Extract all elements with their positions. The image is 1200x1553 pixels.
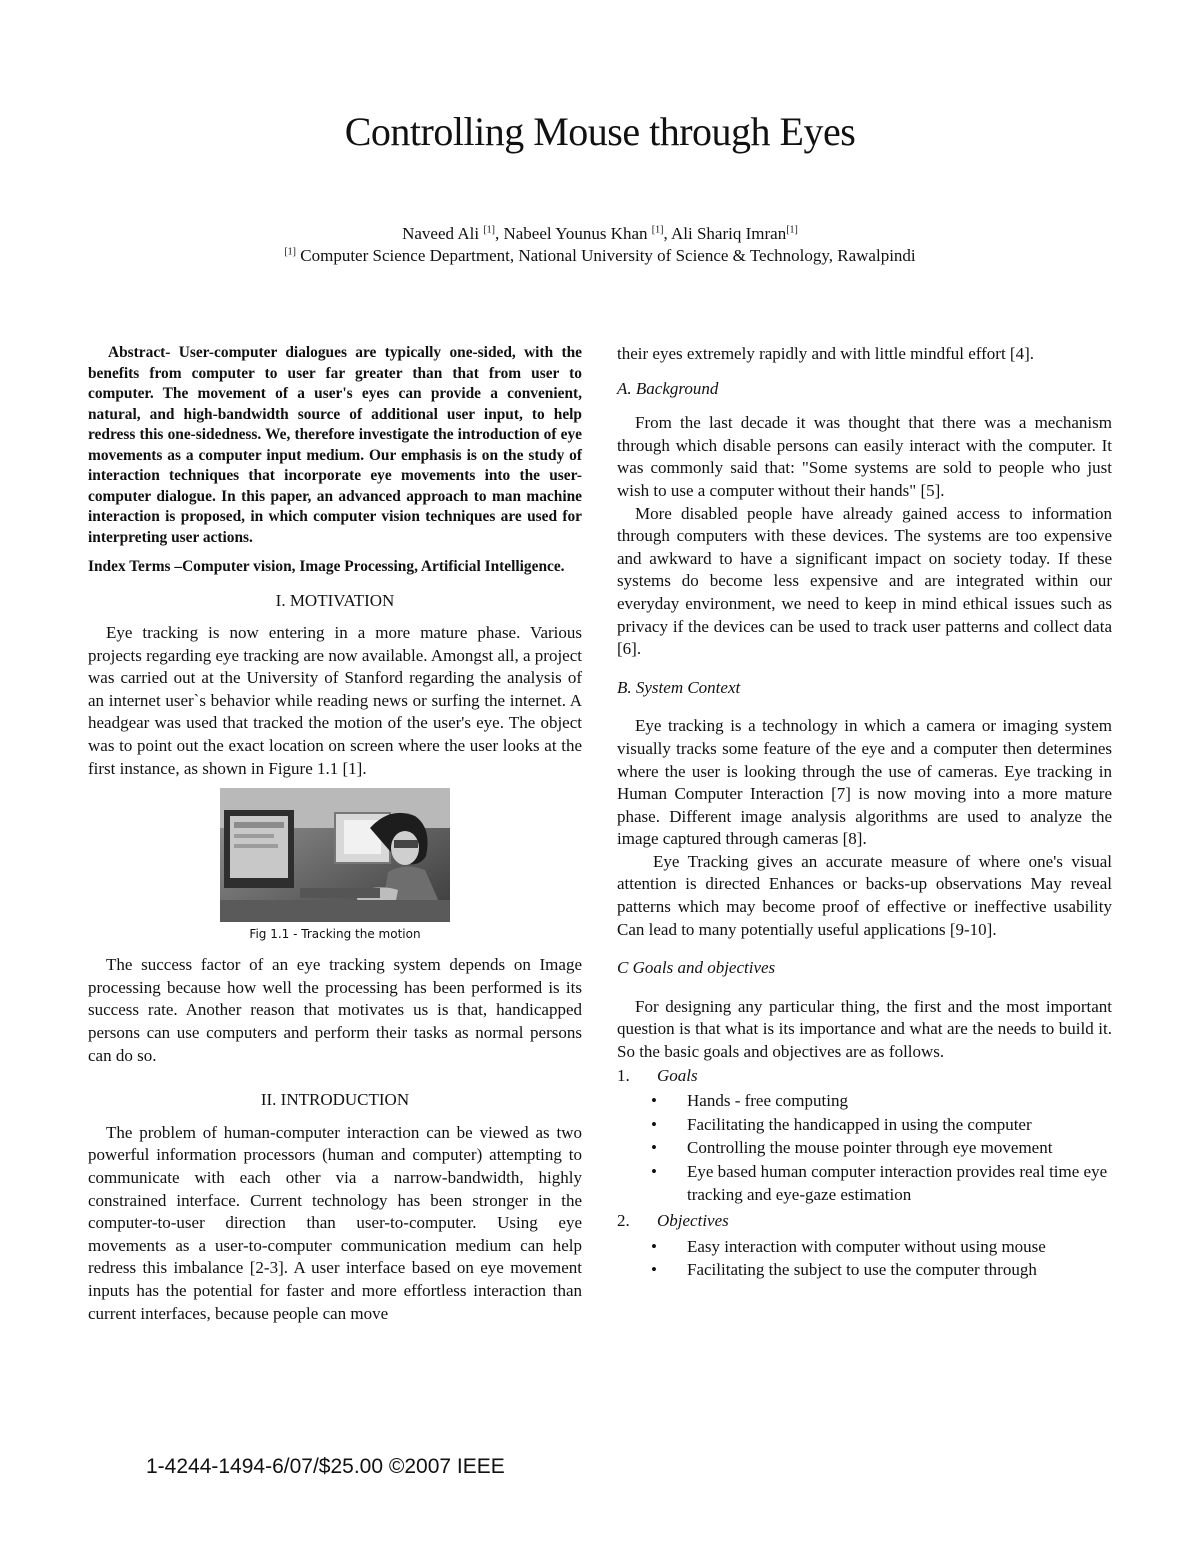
subsection-heading-background: A. Background xyxy=(617,378,719,398)
objectives-label: Objectives xyxy=(657,1211,729,1231)
system-context-paragraph-1: Eye tracking is a technology in which a camera or imaging system visually tracks some feature of the eye and a computer then determines where the user is looking through the use of cameras. Eye tracking in Human Computer Interaction [7] is now moving into a more mature phase. Different image analysis algorithms are used to analyze the image captured through cameras [8]. xyxy=(617,716,1112,849)
figure-eye-tracking-photo xyxy=(220,788,450,922)
figure-caption: Fig 1.1 - Tracking the motion xyxy=(249,927,421,942)
author-line xyxy=(0,224,1200,244)
author-3: , Ali Shariq Imran xyxy=(663,224,787,243)
objectives-list xyxy=(617,1236,1112,1282)
goals-label: Goals xyxy=(657,1065,698,1085)
goals-number: 1. xyxy=(617,1065,630,1085)
objectives-heading xyxy=(617,1210,1112,1233)
abstract: Abstract- User-computer dialogues are typically one-sided, with the benefits from computer to user far greater than that from user to computer. The movement of a user's eyes can provide a convenient, natural, and high-bandwidth source of additional user input, to help redress this one-sidedness. We, therefore investigate the introduction of eye movements as a computer input medium. Our emphasis is on the study of interaction techniques that incorporate eye movements into the user-computer dialogue. In this paper, an advanced approach to man machine interaction is proposed, in which computer vision techniques are used for interpreting user actions. xyxy=(88,344,582,546)
copyright-footer: 1-4244-1494-6/07/$25.00 ©2007 IEEE xyxy=(146,1455,505,1478)
affiliation-line xyxy=(0,246,1200,266)
goals-paragraph-1: For designing any particular thing, the first and the most important question is that what is its importance and what are the needs to build it. So the basic goals and objectives are as follows. xyxy=(617,996,1112,1062)
goals-list xyxy=(617,1090,1112,1206)
author-1: Naveed Ali xyxy=(402,224,484,243)
section-heading-motivation: I. MOTIVATION xyxy=(275,590,395,610)
right-column xyxy=(617,343,1112,1286)
introduction-paragraph-1: The problem of human-computer interaction can be viewed as two powerful information processors (human and computer) attempting to communicate with each other via a narrow-bandwidth, highly constrained interface. Current technology has been stronger in the computer-to-user direction than user-to-computer. Using eye movements as a user-to-computer communication medium can help redress this imbalance [2-3]. A user interface based on eye movement inputs has the potential for faster and more effortless interaction than current interfaces, because people can move xyxy=(88,1122,582,1323)
background-paragraph-1: From the last decade it was thought that there was a mechanism through which disable persons can easily interact with the computer. It was commonly said that: "Some systems are sold to people who just wish to use a computer without their hands" [5]. xyxy=(617,413,1112,500)
author-3-affil-mark: [1] xyxy=(786,224,798,236)
goals-heading xyxy=(617,1065,1112,1088)
section-heading-introduction: II. INTRODUCTION xyxy=(260,1090,410,1110)
affiliation-text: Computer Science Department, National University of Science & Technology, Rawalpindi xyxy=(296,246,916,265)
list-item: • Hands - free computing xyxy=(687,1090,1112,1113)
objectives-number: 2. xyxy=(617,1211,630,1231)
list-item: • Facilitating the subject to use the computer through xyxy=(687,1259,1112,1282)
list-item: • Eye based human computer interaction provides real time eye tracking and eye-gaze estimation xyxy=(687,1161,1112,1206)
subsection-heading-goals: C Goals and objectives xyxy=(617,958,776,978)
author-1-affil-mark: [1] xyxy=(483,224,495,236)
motivation-paragraph-2: The success factor of an eye tracking system depends on Image processing because how well the processing has been performed is its success rate. Another reason that motivates us is that, handicapped persons can use computers and perform their tasks as normal persons can do so. xyxy=(88,955,582,1065)
author-2-affil-mark: [1] xyxy=(651,224,664,236)
left-column xyxy=(88,343,582,1325)
system-context-paragraph-2: Eye Tracking gives an accurate measure of where one's visual attention is directed Enhances or backs-up observations May reveal patterns which may become proof of effective or ineffective usability Can lead to many potentially useful applications [9-10]. xyxy=(617,851,1112,939)
author-2: , Nabeel Younus Khan xyxy=(494,224,652,243)
paper-title: Controlling Mouse through Eyes xyxy=(344,109,856,154)
list-item: • Easy interaction with computer without using mouse xyxy=(687,1236,1112,1259)
introduction-paragraph-continued: their eyes extremely rapidly and with little mindful effort [4]. xyxy=(617,344,1035,363)
list-item: • Facilitating the handicapped in using the computer xyxy=(687,1114,1112,1137)
motivation-paragraph-1: Eye tracking is now entering in a more mature phase. Various projects regarding eye tracking are now available. Amongst all, a project was carried out at the University of Stanford regarding the analysis of an internet user`s behavior while reading news or surfing the internet. A headgear was used that tracked the motion of the user's eye. The object was to point out the exact location on screen where the user looks at the first instance, as shown in Figure 1.1 [1]. xyxy=(88,623,582,778)
index-terms: Index Terms –Computer vision, Image Processing, Artificial Intelligence. xyxy=(88,558,565,575)
affiliation-mark: [1] xyxy=(284,246,297,258)
subsection-heading-system-context: B. System Context xyxy=(617,677,741,697)
background-paragraph-2: More disabled people have already gained access to information through computers with these devices. The systems are too expensive and awkward to have a significant impact on society today. If these systems do become less expensive and are integrated within our everyday environment, we need to keep in mind ethical issues such as privacy if the devices can be used to track user patterns and collect data [6]. xyxy=(617,503,1112,659)
list-item: • Controlling the mouse pointer through eye movement xyxy=(687,1137,1112,1160)
